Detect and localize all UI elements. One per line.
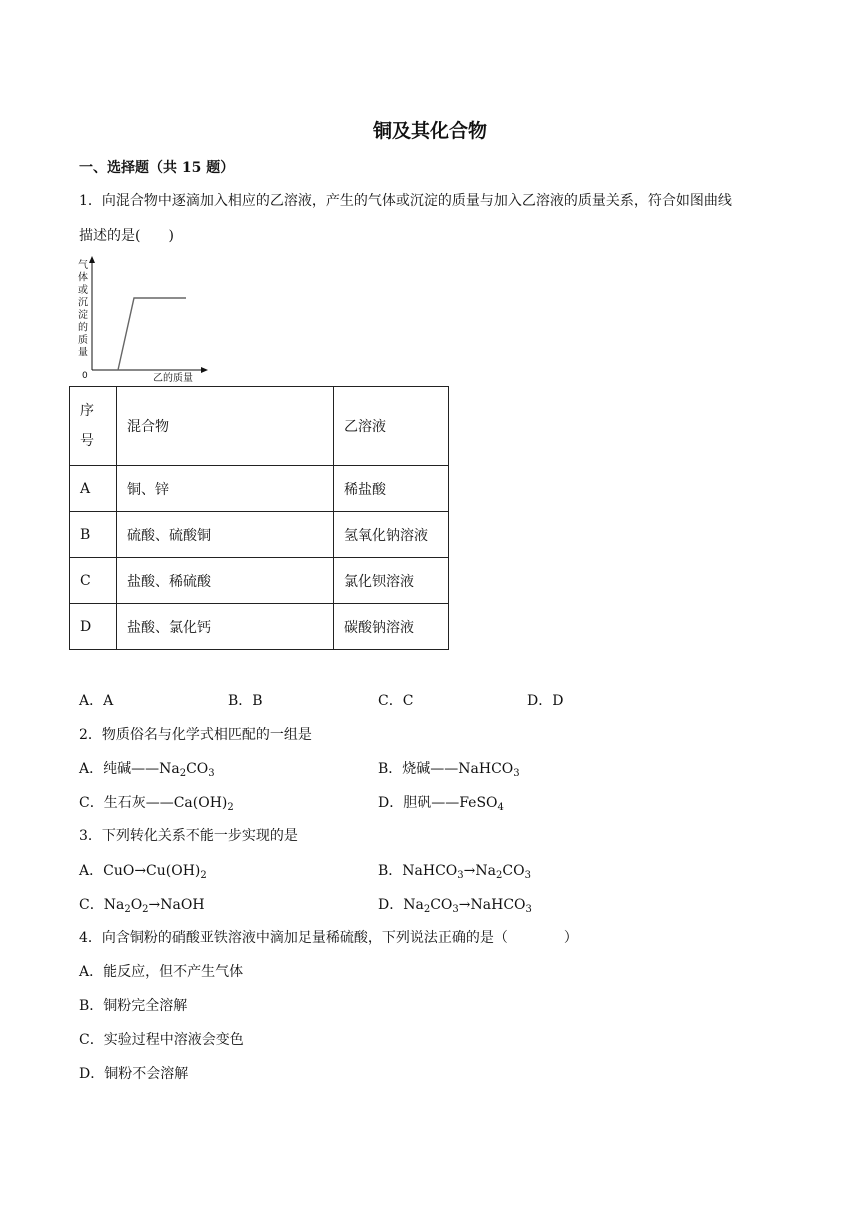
- table-cell: 铜、锌: [117, 466, 334, 512]
- subscript: 3: [208, 768, 215, 779]
- subscript: 2: [423, 904, 431, 915]
- table-cell: 盐酸、氯化钙: [117, 604, 334, 650]
- subscript: 2: [142, 904, 149, 915]
- subscript: 3: [513, 768, 520, 779]
- subscript: 3: [525, 904, 532, 915]
- table-cell: 盐酸、稀硫酸: [117, 558, 334, 604]
- subscript: 2: [179, 768, 187, 779]
- table-row: [70, 558, 449, 604]
- y-axis-label-char: 气: [78, 260, 88, 271]
- y-axis-label-char: 量: [78, 347, 88, 359]
- text: A．CuO→Cu(OH): [79, 863, 201, 879]
- header-cell: 混合物: [117, 387, 334, 466]
- y-axis-label-char: 淀: [78, 310, 88, 321]
- subscript: 2: [124, 904, 131, 915]
- table-cell: 硫酸、硫酸铜: [117, 512, 334, 558]
- q1-option-d[interactable]: D．D: [527, 693, 564, 709]
- text: CO: [186, 761, 209, 777]
- y-axis-label-char: 体: [78, 272, 88, 284]
- q2-option-b[interactable]: [378, 760, 520, 778]
- table-cell: 稀盐酸: [334, 466, 449, 512]
- x-axis-arrow: [201, 367, 208, 373]
- table-cell: 碳酸钠溶液: [334, 604, 449, 650]
- q3-option-d[interactable]: [378, 896, 532, 914]
- subscript: 2: [496, 870, 503, 881]
- text: A．纯碱——Na: [79, 761, 180, 777]
- q1-option-c[interactable]: C．C: [378, 693, 414, 709]
- q1-option-a[interactable]: A．A: [79, 693, 114, 709]
- text: →Na: [463, 863, 496, 879]
- q3-option-a[interactable]: [79, 862, 207, 880]
- table-cell: 氯化钡溶液: [334, 558, 449, 604]
- q1-stem-line1: 1．向混合物中逐滴加入相应的乙溶液，产生的气体或沉淀的质量与加入乙溶液的质量关系，符合如图曲线: [79, 193, 732, 209]
- text: B．烧碱——NaHCO: [378, 761, 514, 777]
- q2-stem: 2．物质俗名与化学式相匹配的一组是: [79, 727, 312, 743]
- text: →NaHCO: [458, 897, 526, 913]
- text: O: [130, 897, 143, 913]
- table-cell: D: [70, 604, 117, 650]
- table-cell: A: [70, 466, 117, 512]
- q2-option-c[interactable]: [79, 794, 234, 812]
- q4-stem: 4．向含铜粉的硝酸亚铁溶液中滴加足量稀硫酸，下列说法正确的是（ ）: [79, 930, 578, 946]
- text: C．生石灰——Ca(OH): [79, 795, 228, 811]
- table-cell: B: [70, 512, 117, 558]
- y-axis-label-char: 沉: [78, 297, 88, 309]
- q3-option-b[interactable]: [378, 862, 531, 880]
- y-axis-label-char: 的: [78, 322, 88, 334]
- q1-options-table: [69, 386, 449, 650]
- q4-option-a[interactable]: A．能反应，但不产生气体: [79, 964, 244, 980]
- table-row: [70, 512, 449, 558]
- table-row: [70, 604, 449, 650]
- q2-option-d[interactable]: [378, 794, 504, 812]
- q1-graph: [76, 254, 216, 386]
- origin-label: 0: [82, 371, 88, 381]
- curve: [118, 298, 186, 370]
- text: →NaOH: [148, 897, 205, 913]
- text: B．NaHCO: [378, 863, 458, 879]
- q2-option-a[interactable]: [79, 760, 215, 778]
- subscript: 4: [497, 802, 504, 813]
- y-axis-label-char: 质: [78, 335, 88, 346]
- y-axis-label: [78, 259, 88, 359]
- header-cell: 序号: [70, 387, 117, 466]
- table-header-row: [70, 387, 449, 466]
- q4-option-c[interactable]: C．实验过程中溶液会变色: [79, 1032, 244, 1048]
- subscript: 2: [227, 802, 234, 813]
- text: C．Na: [79, 897, 125, 913]
- x-axis-label: 乙的质量: [153, 373, 193, 384]
- table-row: [70, 466, 449, 512]
- q3-stem: 3．下列转化关系不能一步实现的是: [79, 828, 298, 844]
- page-title: 铜及其化合物: [372, 120, 487, 142]
- subscript: 3: [452, 904, 459, 915]
- text: D．胆矾——FeSO: [378, 795, 498, 811]
- q1-stem-line2: 描述的是( ): [79, 228, 174, 244]
- q4-option-b[interactable]: B．铜粉完全溶解: [79, 998, 188, 1014]
- q3-option-c[interactable]: [79, 896, 205, 914]
- y-axis-arrow: [89, 256, 95, 263]
- section-heading: 一、选择题（共 15 题）: [79, 160, 235, 176]
- text: CO: [502, 863, 525, 879]
- subscript: 3: [524, 870, 531, 881]
- table-cell: C: [70, 558, 117, 604]
- table-cell: 氢氧化钠溶液: [334, 512, 449, 558]
- y-axis-label-char: 或: [78, 285, 88, 296]
- subscript: 3: [457, 870, 464, 881]
- text: CO: [430, 897, 453, 913]
- subscript: 2: [200, 870, 207, 881]
- q4-option-d[interactable]: D．铜粉不会溶解: [79, 1066, 189, 1082]
- q1-option-b[interactable]: B．B: [228, 693, 263, 709]
- header-cell: 乙溶液: [334, 387, 449, 466]
- text: D．Na: [378, 897, 424, 913]
